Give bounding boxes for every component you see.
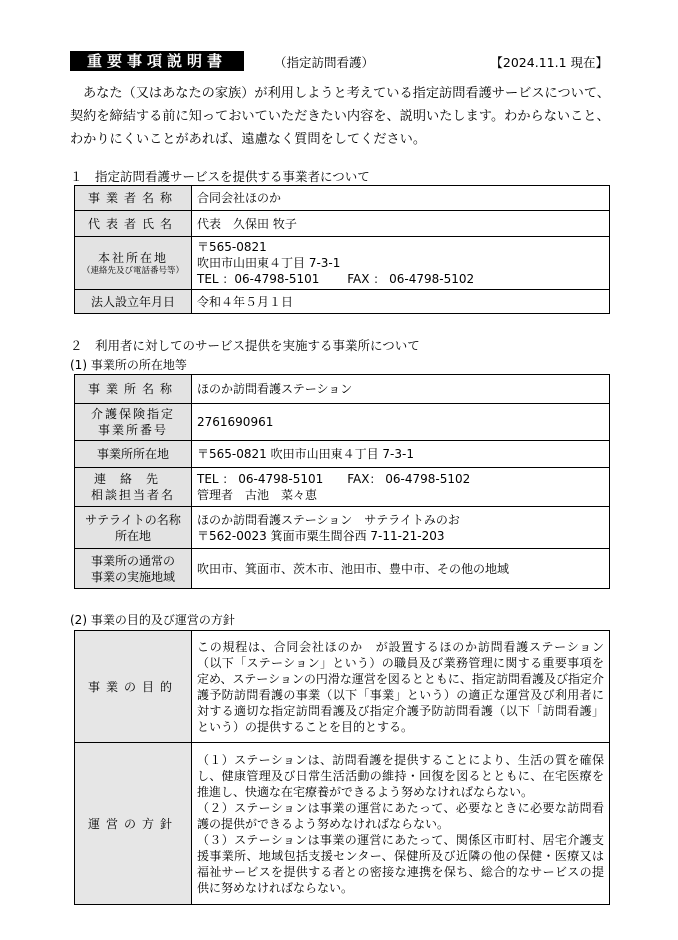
satellite-value — [192, 507, 610, 549]
satellite-label-line-1: サテライトの名称 — [85, 512, 181, 527]
contact-label-line-2: 相談担当者名 — [90, 488, 175, 502]
head-office-tel-fax: TEL ：06-4798-5101 FAX ： 06-4798-5102 — [197, 272, 475, 286]
office-table — [74, 374, 610, 589]
table-row — [75, 468, 610, 507]
table-row — [75, 743, 610, 905]
table-row — [75, 441, 610, 468]
table-row — [75, 237, 610, 290]
service-area-value: 吹田市、箕面市、茨木市、池田市、豊中市、その他の地域 — [192, 549, 610, 589]
founded-label: 法人設立年月日 — [75, 290, 192, 314]
table-row — [75, 549, 610, 589]
section-1-heading: １ 指定訪問看護サービスを提供する事業者について — [70, 169, 370, 184]
office-name-value: ほのか訪問看護ステーション — [192, 375, 610, 404]
table-row — [75, 211, 610, 237]
contact-value — [192, 468, 610, 507]
policy-text — [192, 743, 610, 905]
provider-table — [74, 185, 610, 314]
insurance-label-line-1: 介護保険指定 — [90, 407, 175, 421]
table-row — [75, 631, 610, 743]
head-office-address: 吹田市山田東４丁目 7-3-1 — [197, 256, 341, 270]
policy-item-2: （２）ステーションは事業の運営にあたって、必要なときに必要な訪問看護の提供ができるよう努めなければならない。 — [197, 800, 604, 831]
representative-value: 代表 久保田 牧子 — [192, 211, 610, 237]
section-2-heading: ２ 利用者に対してのサービス提供を実施する事業所について — [70, 338, 420, 353]
purpose-table — [74, 630, 610, 905]
satellite-label — [75, 507, 192, 549]
office-name-label: 事業所名称 — [75, 375, 192, 404]
contact-tel-fax: TEL ： 06-4798-5101 FAX： 06-4798-5102 — [197, 472, 471, 486]
document-subtitle: （指定訪問看護） — [274, 55, 375, 70]
satellite-name: ほのか訪問看護ステーション サテライトみのお — [197, 512, 460, 527]
office-address-label: 事業所所在地 — [75, 441, 192, 468]
office-address-value: 〒565-0821 吹田市山田東４丁目 7-3-1 — [192, 441, 610, 468]
contact-manager: 管理者 古池 菜々恵 — [197, 488, 318, 502]
insurance-number-value: 2761690961 — [192, 404, 610, 441]
head-office-label — [75, 237, 192, 290]
policy-item-3: （３）ステーションは事業の運営にあたって、関係区市町村、居宅介護支援事業所、地域包括支援センター、保健所及び近隣の他の保健・医療又は福祉サービスを提供する者との密接な連携を保ち、総合的なサービスの提供に努めなければならない。 — [197, 832, 604, 895]
founded-value: 令和４年５月１日 — [192, 290, 610, 314]
insurance-number-label — [75, 404, 192, 441]
service-area-label-line-1: 事業所の通常の — [90, 553, 175, 568]
policy-item-1: （１）ステーションは、訪問看護を提供することにより、生活の質を確保し、健康管理及び日常生活活動の維持・回復を図るとともに、在宅医療を推進し、快適な在宅療養ができるよう努めなければならない。 — [197, 752, 604, 799]
document-title: 重要事項説明書 — [70, 51, 244, 71]
head-office-value — [192, 237, 610, 290]
head-office-label-note: （連絡先及び電話番号等） — [81, 265, 184, 276]
company-name-value: 合同会社ほのか — [192, 186, 610, 211]
contact-label-line-1: 連絡先 — [93, 472, 172, 486]
policy-label: 運営の方針 — [75, 743, 192, 905]
purpose-label: 事業の目的 — [75, 631, 192, 743]
table-row — [75, 186, 610, 211]
head-office-label-text: 本社所在地 — [97, 250, 168, 265]
representative-label: 代表者氏名 — [75, 211, 192, 237]
service-area-label-line-2: 事業の実施地域 — [90, 569, 175, 584]
table-row — [75, 375, 610, 404]
head-office-postal: 〒565-0821 — [197, 240, 267, 254]
document-header — [70, 51, 608, 71]
contact-label — [75, 468, 192, 507]
intro-paragraph: あなた（又はあなたの家族）が利用しようと考えている指定訪問看護サービスについて、契約を締結する前に知っておいていただきたい内容を、説明いたします。わからないこと、わかりにくいことがあれば、遠慮なく質問をしてください。 — [70, 86, 610, 147]
table-row — [75, 290, 610, 314]
satellite-label-line-2: 所在地 — [114, 528, 151, 543]
table-row — [75, 507, 610, 549]
section-2-2-heading: (2) 事業の目的及び運営の方針 — [70, 613, 235, 627]
table-row — [75, 404, 610, 441]
service-area-label — [75, 549, 192, 589]
insurance-label-line-2: 事業所番号 — [97, 423, 168, 437]
document-date: 【2024.11.1 現在】 — [490, 55, 608, 70]
satellite-address: 〒562-0023 箕面市粟生間谷西 7-11-21-203 — [197, 528, 445, 543]
company-name-label: 事業者名称 — [75, 186, 192, 211]
purpose-text: この規程は、合同会社ほのか が設置するほのか訪問看護ステーション（以下「ステーション」という）の職員及び業務管理に関する重要事項を定め、ステーションの円滑な運営を図るとともに、指定訪問看護及び指定介護予防訪問看護の事業（以下「事業」という）の適正な運営及び利用者に対する適切な指定訪問看護及び指定介護予防訪問看護（以下「訪問看護」という）の提供することを目的とする。 — [192, 631, 610, 743]
section-2-1-heading: (1) 事業所の所在地等 — [70, 358, 187, 372]
